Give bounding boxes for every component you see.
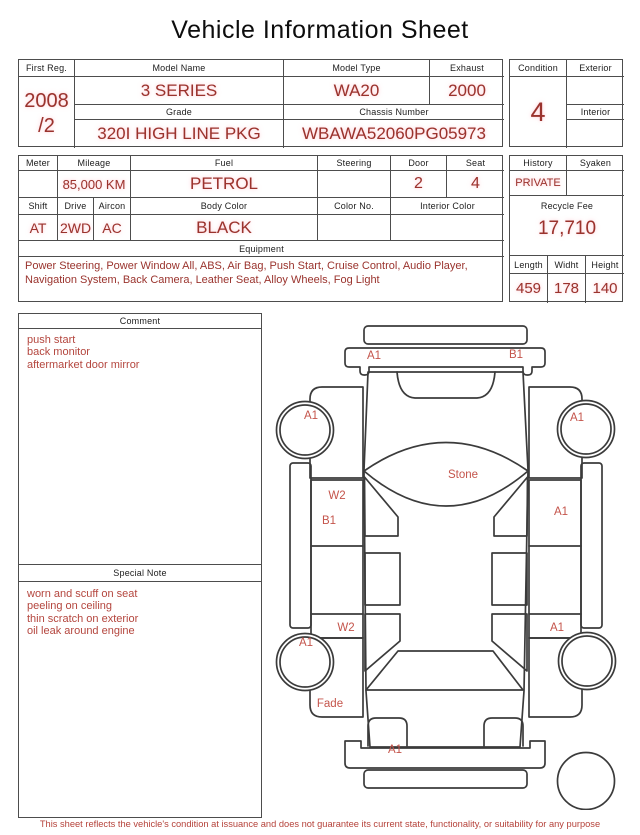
hood xyxy=(366,651,523,690)
damage-mark: A1 xyxy=(366,350,382,362)
headlight-right xyxy=(484,718,523,746)
recycle-fee-value: 17,710 xyxy=(537,218,597,239)
special-note-lines xyxy=(19,582,261,817)
damage-mark: A1 xyxy=(303,410,319,422)
damage-mark: Stone xyxy=(447,469,479,481)
exterior-value xyxy=(567,77,624,105)
front-bumper xyxy=(345,741,545,768)
damage-mark: B1 xyxy=(321,515,337,527)
mileage-label: Mileage xyxy=(58,156,131,171)
body-color-label: Body Color xyxy=(131,198,318,215)
chassis-number-value: WBAWA52060PG05973 xyxy=(302,124,486,143)
door-inner-left xyxy=(365,553,400,671)
history-label: History xyxy=(510,156,567,171)
comment-line: push start xyxy=(27,334,76,346)
aircon-value: AC xyxy=(94,215,131,241)
exterior-label: Exterior xyxy=(567,60,624,77)
recycle-fee-cell xyxy=(510,196,624,256)
color-no-value xyxy=(318,215,391,241)
rocker-panel-left xyxy=(290,463,311,628)
seat-label: Seat xyxy=(447,156,504,171)
condition-label: Condition xyxy=(510,60,567,77)
recycle-fee-label: Recycle Fee xyxy=(540,201,594,211)
steering-label: Steering xyxy=(318,156,391,171)
door-panels-right xyxy=(529,480,581,638)
pillar-right xyxy=(494,477,528,536)
chassis-number-label: Chassis Number xyxy=(284,105,504,120)
damage-mark: A1 xyxy=(298,637,314,649)
interior-color-label: Interior Color xyxy=(391,198,504,215)
meter-value xyxy=(19,171,58,198)
damage-mark: W2 xyxy=(328,490,346,502)
exhaust-label: Exhaust xyxy=(430,60,504,77)
drive-value: 2WD xyxy=(58,215,94,241)
condition-value: 4 xyxy=(510,77,567,148)
model-name-label: Model Name xyxy=(75,60,284,77)
damage-marks xyxy=(299,349,584,756)
door-inner-right xyxy=(492,553,527,671)
front-glass-bar xyxy=(364,770,527,788)
interior-color-value xyxy=(391,215,504,241)
width-value: 178 xyxy=(548,274,586,303)
headlight-left xyxy=(368,718,407,746)
fees-table xyxy=(509,155,623,302)
special-note-header: Special Note xyxy=(19,564,261,582)
special-note-line: oil leak around engine xyxy=(27,625,135,638)
rear-window xyxy=(397,372,495,398)
comment-line: aftermarket door mirror xyxy=(27,358,140,371)
special-note-line: peeling on ceiling xyxy=(27,600,113,613)
door-panels-left xyxy=(311,480,363,638)
grade-label: Grade xyxy=(75,105,284,120)
width-label: Widht xyxy=(548,256,586,274)
damage-mark: A1 xyxy=(569,412,585,424)
color-no-label: Color No. xyxy=(318,198,391,215)
syaken-label: Syaken xyxy=(567,156,624,171)
equipment-text: Power Steering, Power Window All, ABS, Air Bag, Push Start, Cruise Control, Audio Player, Navigation System, Back Camera, Leather Seat, Alloy Wheels, Fog Light xyxy=(25,260,468,286)
special-note-line: thin scratch on exterior xyxy=(27,612,139,625)
damage-mark: A1 xyxy=(387,744,403,756)
fuel-value: PETROL xyxy=(131,171,318,198)
damage-mark: A1 xyxy=(549,622,565,634)
condition-table xyxy=(509,59,623,147)
first-reg-value xyxy=(19,77,75,148)
history-value: PRIVATE xyxy=(510,171,567,196)
syaken-value xyxy=(567,171,624,196)
length-value: 459 xyxy=(510,274,548,303)
interior-label: Interior xyxy=(567,105,624,120)
door-label: Door xyxy=(391,156,447,171)
damage-mark: W2 xyxy=(337,622,355,634)
exhaust-value: 2000 xyxy=(430,77,504,105)
comment-lines xyxy=(19,329,261,564)
height-label: Height xyxy=(586,256,624,274)
spare-wheel xyxy=(558,753,615,810)
height-value: 140 xyxy=(592,280,618,297)
grade-value: 320I HIGH LINE PKG xyxy=(75,120,284,148)
steering-value xyxy=(318,171,391,198)
damage-mark: B1 xyxy=(508,349,524,361)
rocker-panel-right xyxy=(581,463,602,628)
damage-mark: A1 xyxy=(553,506,569,518)
length-label: Length xyxy=(510,256,548,274)
first-reg-line: 2008 xyxy=(24,89,69,112)
first-reg-line: /2 xyxy=(38,114,55,137)
special-note-line: worn and scuff on seat xyxy=(27,588,138,600)
fuel-label: Fuel xyxy=(131,156,318,171)
pillar-left xyxy=(365,477,399,536)
windshield xyxy=(364,443,528,507)
meter-label: Meter xyxy=(19,156,58,171)
comment-box xyxy=(18,313,262,818)
aircon-label: Aircon xyxy=(94,198,131,215)
mileage-value: 85,000 KM xyxy=(58,171,131,198)
model-name-value: 3 SERIES xyxy=(75,77,284,105)
damage-mark: Fade xyxy=(316,698,344,710)
comment-line: back monitor xyxy=(27,346,90,359)
seat-value: 4 xyxy=(447,171,504,198)
comment-header: Comment xyxy=(19,314,261,329)
body-color-value: BLACK xyxy=(131,215,318,241)
first-reg-label: First Reg. xyxy=(19,60,75,77)
door-value: 2 xyxy=(391,171,447,198)
spec-table xyxy=(18,155,503,302)
drive-label: Drive xyxy=(58,198,94,215)
model-type-value: WA20 xyxy=(284,77,430,105)
page-title: Vehicle Information Sheet xyxy=(171,16,469,44)
interior-value xyxy=(567,120,624,148)
footer-disclaimer: This sheet reflects the vehicle's condition at issuance and does not guarantee its current state, functionality, or suitability for any purpose xyxy=(39,819,601,829)
rear-glass-bar xyxy=(364,326,527,344)
shift-value: AT xyxy=(19,215,58,241)
car-condition-diagram xyxy=(270,310,640,810)
equipment-label: Equipment xyxy=(19,241,504,257)
vehicle-info-table xyxy=(18,59,503,147)
shift-label: Shift xyxy=(19,198,58,215)
model-type-label: Model Type xyxy=(284,60,430,77)
